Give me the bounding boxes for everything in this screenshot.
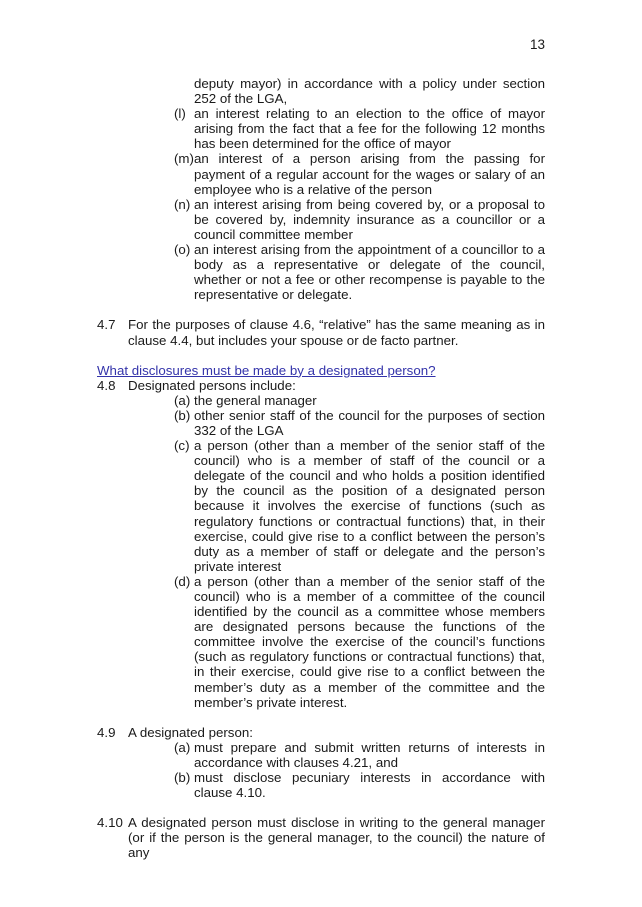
clause-text: For the purposes of clause 4.6, “relative” has the same meaning as in clause 4.4, but includes your spouse or de facto partner.	[128, 317, 545, 348]
clause-number: 4.9	[97, 724, 116, 740]
clause-number: 4.7	[97, 317, 116, 333]
list-item	[174, 408, 545, 438]
list-text: a person (other than a member of the senior staff of the council) who is a member of a committee of the council identified by the council as a committee whose members are designated persons because the functions of the committee involve the exercise of the council’s functions (such as regulatory functions or contractual functions) that, in their exercise, could give rise to a conflict between the member’s duty as a member of the committee and the member’s private interest.	[194, 573, 545, 710]
list-label: (o)	[174, 242, 191, 258]
clause-number: 4.8	[97, 377, 116, 393]
clause-4-8	[97, 378, 545, 393]
clause-4-7	[97, 317, 545, 347]
list-text: must disclose pecuniary interests in accordance with clause 4.10.	[194, 770, 545, 801]
list-label: (a)	[174, 392, 191, 408]
list-label: (m)	[174, 151, 194, 167]
list-text: an interest arising from being covered by, or a proposal to be covered by, indemnity insurance as a councillor or a council committee member	[194, 196, 545, 242]
clause-number: 4.10	[97, 815, 123, 831]
list-text: the general manager	[194, 392, 317, 408]
clause-text: A designated person must disclose in writing to the general manager (or if the person is the general manager, to the council) the nature of any	[128, 815, 545, 861]
continuation-text: deputy mayor) in accordance with a policy under section 252 of the LGA,	[194, 76, 545, 107]
list-item	[174, 393, 545, 408]
list-text: must prepare and submit written returns of interests in accordance with clauses 4.21, and	[194, 739, 545, 770]
list-label: (b)	[174, 407, 191, 423]
list-item	[174, 740, 545, 770]
list-text: an interest relating to an election to the office of mayor arising from the fact that a fee for the following 12 months has been determined for the office of mayor	[194, 106, 545, 152]
list-label: (c)	[174, 438, 190, 454]
clause-text: A designated person:	[128, 724, 253, 740]
clause-4-9	[97, 725, 545, 740]
list-item	[174, 151, 545, 196]
list-label: (n)	[174, 196, 191, 212]
document-body	[97, 76, 545, 861]
list-item	[174, 770, 545, 800]
list-label: (d)	[174, 573, 191, 589]
section-heading-link[interactable]: What disclosures must be made by a designated person?	[97, 362, 436, 378]
list-text: other senior staff of the council for the purposes of section 332 of the LGA	[194, 407, 545, 438]
list-text: a person (other than a member of the senior staff of the council) who is a member of staff of the council or a delegate of the council and who holds a position identified by the council as the position of a designated person because it involves the exercise of functions (such as regulatory functions or contractual functions) that, in their exercise, could give rise to a conflict between the person’s duty as a member of staff or delegate and the person’s private interest	[194, 438, 545, 574]
list-item	[174, 438, 545, 574]
list-label: (l)	[174, 106, 186, 122]
clause-text: Designated persons include:	[128, 377, 296, 393]
list-item	[174, 242, 545, 302]
list-item	[174, 106, 545, 151]
list-text: an interest of a person arising from the passing for payment of a regular account for the wages or salary of an employee who is a relative of the person	[194, 151, 545, 197]
list-item	[174, 574, 545, 710]
list-label: (b)	[174, 770, 191, 786]
clause-4-10	[97, 815, 545, 860]
list-text: an interest arising from the appointment of a councillor to a body as a representative or delegate of the council, whether or not a fee or other recompense is payable to the representative or delegate.	[194, 242, 545, 303]
list-label: (a)	[174, 739, 191, 755]
list-item	[174, 197, 545, 242]
page-number: 13	[529, 37, 545, 52]
